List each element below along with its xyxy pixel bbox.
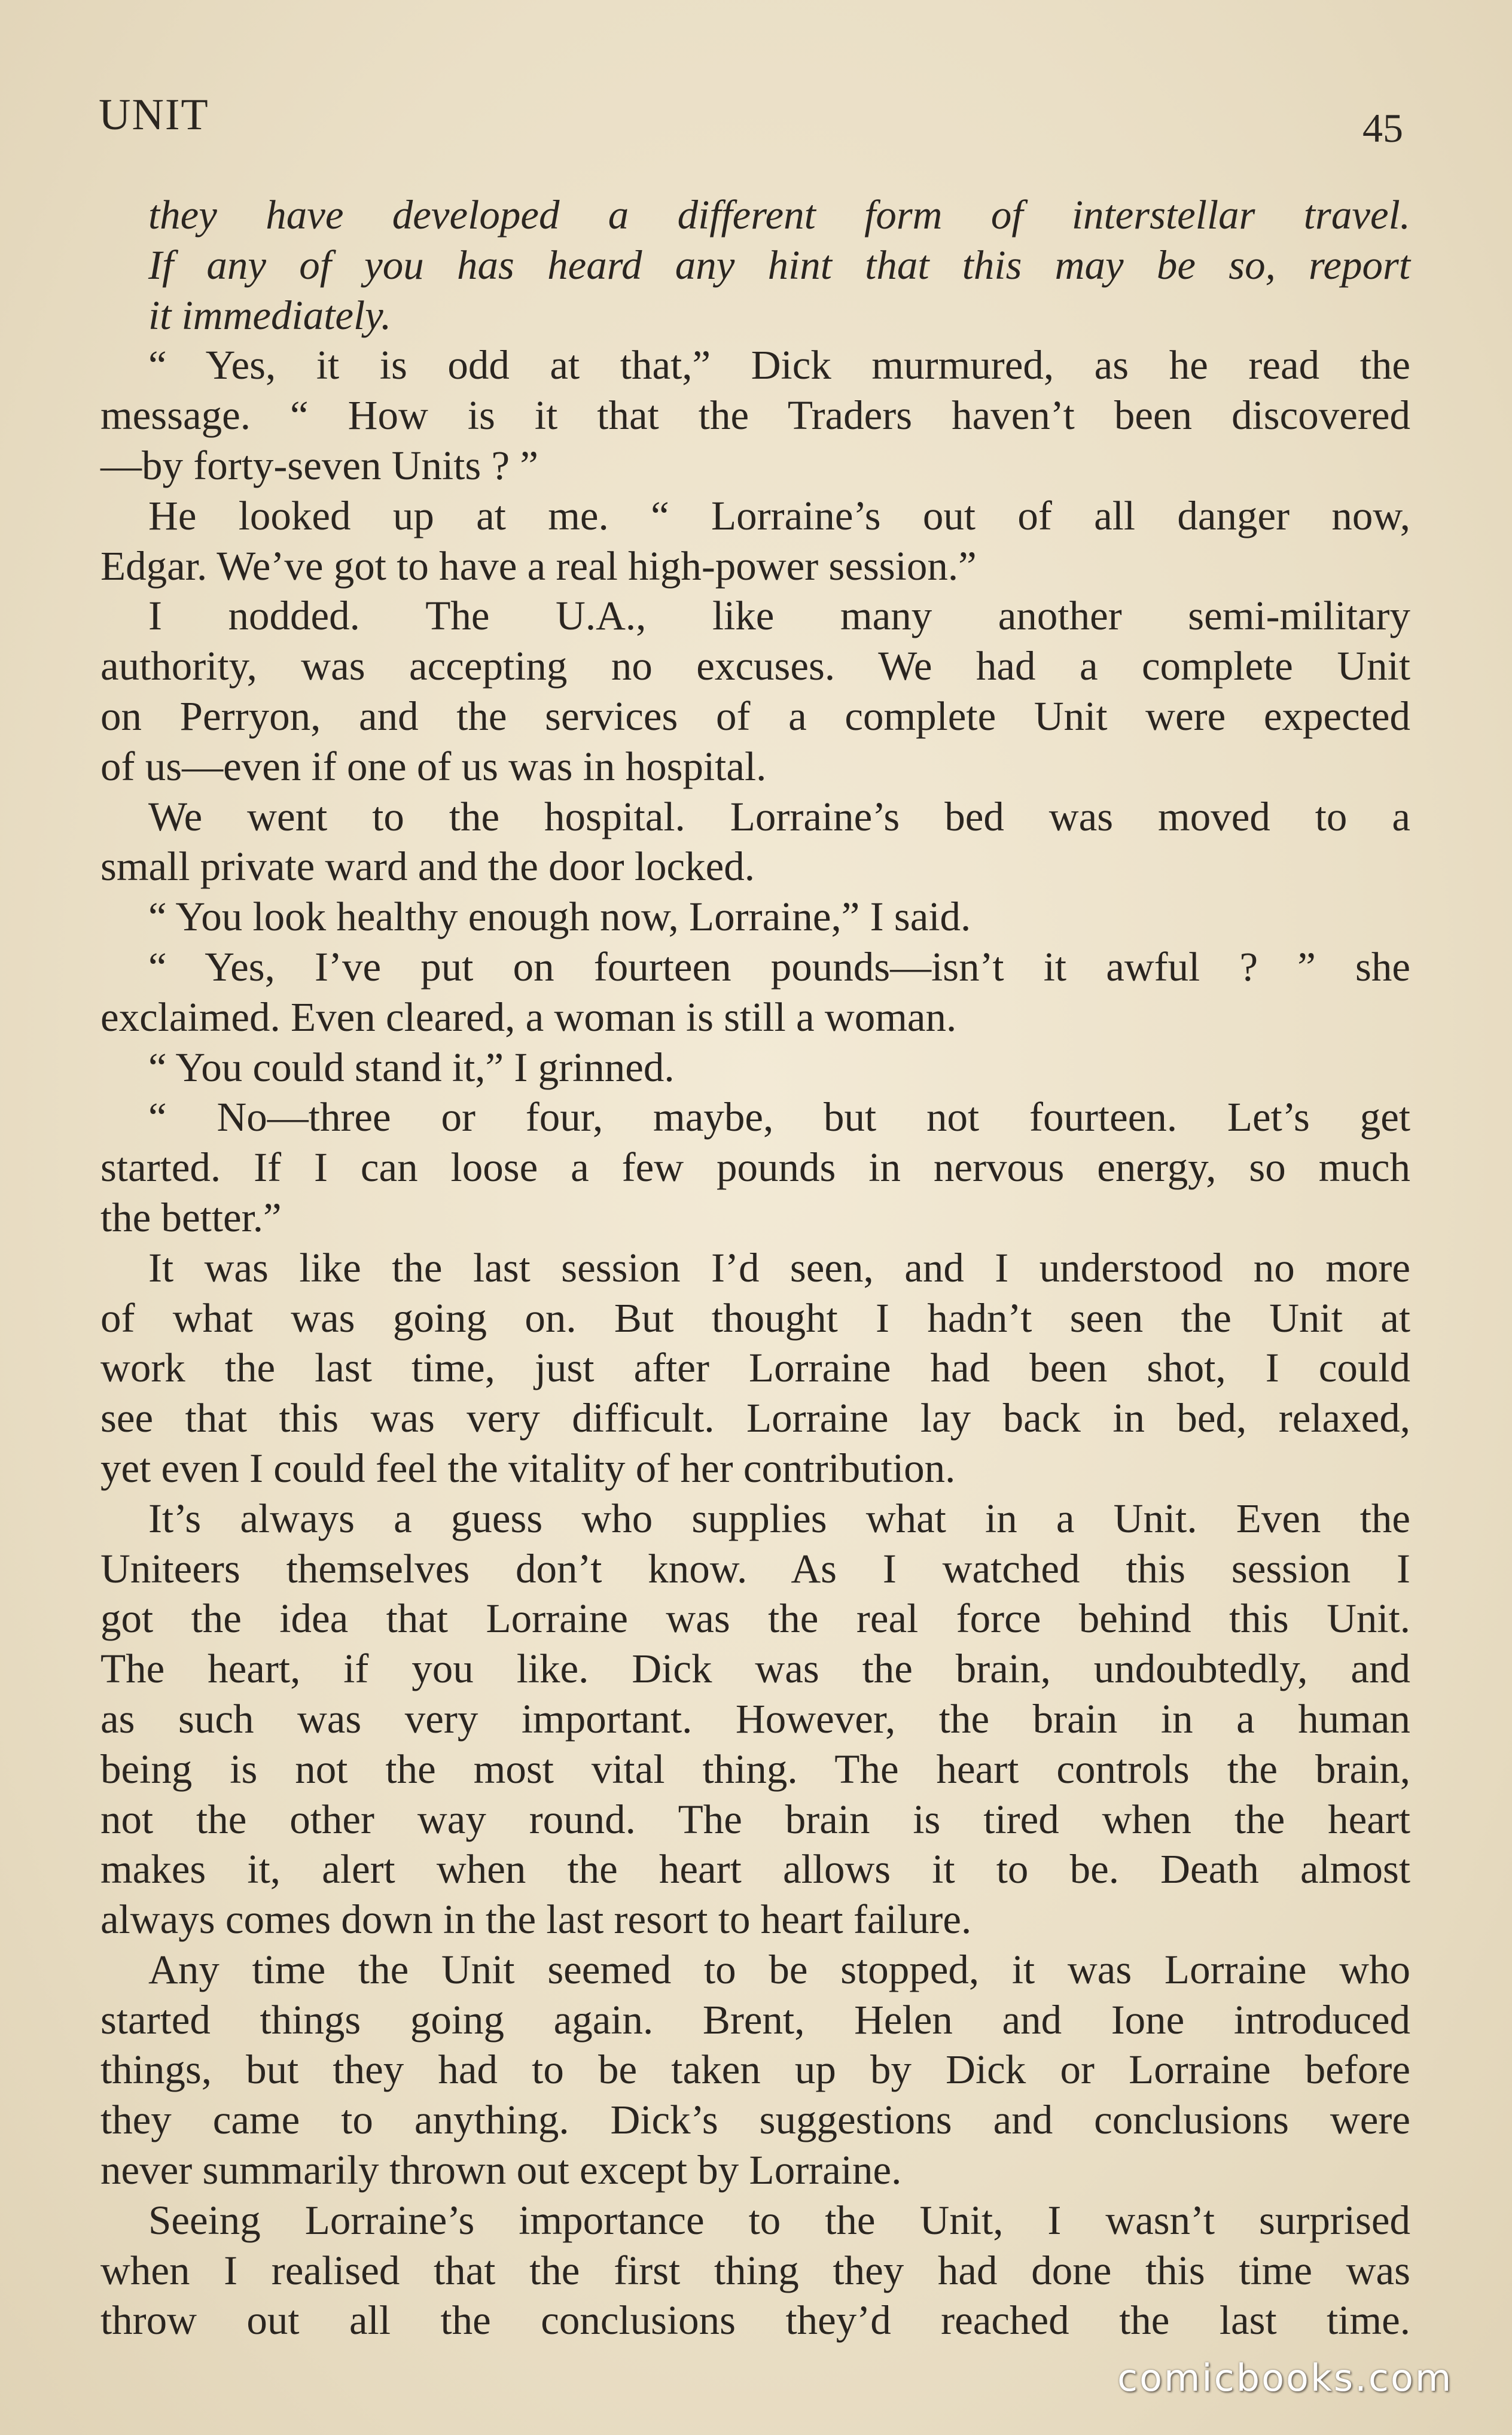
text-line: “ You look healthy enough now, Lorraine,” I said. <box>148 894 971 940</box>
text-line: If any of you has heard any hint that this may be so, report <box>148 242 1410 288</box>
text-line: “ Yes, I’ve put on fourteen pounds—isn’t it awful ? ” she <box>148 943 1410 990</box>
text-line: they came to anything. Dick’s suggestions and conclusions were <box>100 2097 1410 2143</box>
text-line: as such was very important. However, the brain in a human <box>100 1696 1410 1742</box>
text-line: We went to the hospital. Lorraine’s bed was moved to a <box>148 793 1410 839</box>
text-line: not the other way round. The brain is tired when the heart <box>100 1796 1410 1842</box>
text-line: of us—even if one of us was in hospital. <box>100 743 767 789</box>
text-line: “ No—three or four, maybe, but not fourteen. Let’s get <box>148 1094 1410 1140</box>
text-line: work the last time, just after Lorraine had been shot, I could <box>100 1345 1410 1391</box>
text-line: The heart, if you like. Dick was the brain, undoubtedly, and <box>100 1646 1410 1692</box>
text-line: “ You could stand it,” I grinned. <box>148 1044 675 1090</box>
text-line: things, but they had to be taken up by Dick or Lorraine before <box>100 2047 1410 2093</box>
text-line: the better.” <box>100 1194 282 1240</box>
text-line: It’s always a guess who supplies what in a Unit. Even the <box>148 1495 1410 1541</box>
text-line: never summarily thrown out except by Lorraine. <box>100 2147 902 2193</box>
text-line: small private ward and the door locked. <box>100 844 755 890</box>
watermark: comicbooks.com <box>1117 2356 1453 2400</box>
text-line: got the idea that Lorraine was the real force behind this Unit. <box>100 1596 1410 1642</box>
text-line: see that this was very difficult. Lorraine lay back in bed, relaxed, <box>100 1395 1410 1441</box>
text-line: they have developed a different form of interstellar travel. <box>148 192 1410 238</box>
text-line: It was like the last session I’d seen, and I understood no more <box>148 1244 1410 1290</box>
text-line: He looked up at me. “ Lorraine’s out of all danger now, <box>148 492 1410 538</box>
body-text <box>100 190 1410 2346</box>
text-line: message. “ How is it that the Traders haven’t been discovered <box>100 392 1410 439</box>
text-line: on Perryon, and the services of a complete Unit were expected <box>100 693 1410 739</box>
text-line: it immediately. <box>148 292 392 338</box>
text-line: being is not the most vital thing. The heart controls the brain, <box>100 1746 1410 1792</box>
text-line: “ Yes, it is odd at that,” Dick murmured, as he read the <box>148 342 1410 388</box>
text-line: —by forty-seven Units ? ” <box>100 442 538 488</box>
text-line: Any time the Unit seemed to be stopped, it was Lorraine who <box>148 1946 1410 1992</box>
text-line: authority, was accepting no excuses. We had a complete Unit <box>100 643 1410 689</box>
text-line: always comes down in the last resort to heart failure. <box>100 1897 972 1943</box>
text-line: Seeing Lorraine’s importance to the Unit, I wasn’t surprised <box>148 2197 1410 2243</box>
text-line: when I realised that the first thing they had done this time was <box>100 2247 1410 2293</box>
text-line: Uniteers themselves don’t know. As I watched this session I <box>100 1545 1410 1591</box>
text-line: throw out all the conclusions they’d reached the last time. <box>100 2297 1410 2343</box>
text-line: I nodded. The U.A., like many another semi-military <box>148 593 1410 639</box>
page-number: 45 <box>1362 105 1403 151</box>
text-line: started things going again. Brent, Helen and Ione introduced <box>100 1996 1410 2043</box>
text-line: exclaimed. Even cleared, a woman is still a woman. <box>100 994 957 1040</box>
text-line: makes it, alert when the heart allows it to be. Death almost <box>100 1846 1410 1892</box>
text-line: started. If I can loose a few pounds in nervous energy, so much <box>100 1145 1410 1191</box>
running-head: UNIT <box>99 90 209 139</box>
text-line: Edgar. We’ve got to have a real high-power session.” <box>100 543 977 589</box>
text-line: of what was going on. But thought I hadn’t seen the Unit at <box>100 1295 1410 1341</box>
text-line: yet even I could feel the vitality of her contribution. <box>100 1445 956 1491</box>
